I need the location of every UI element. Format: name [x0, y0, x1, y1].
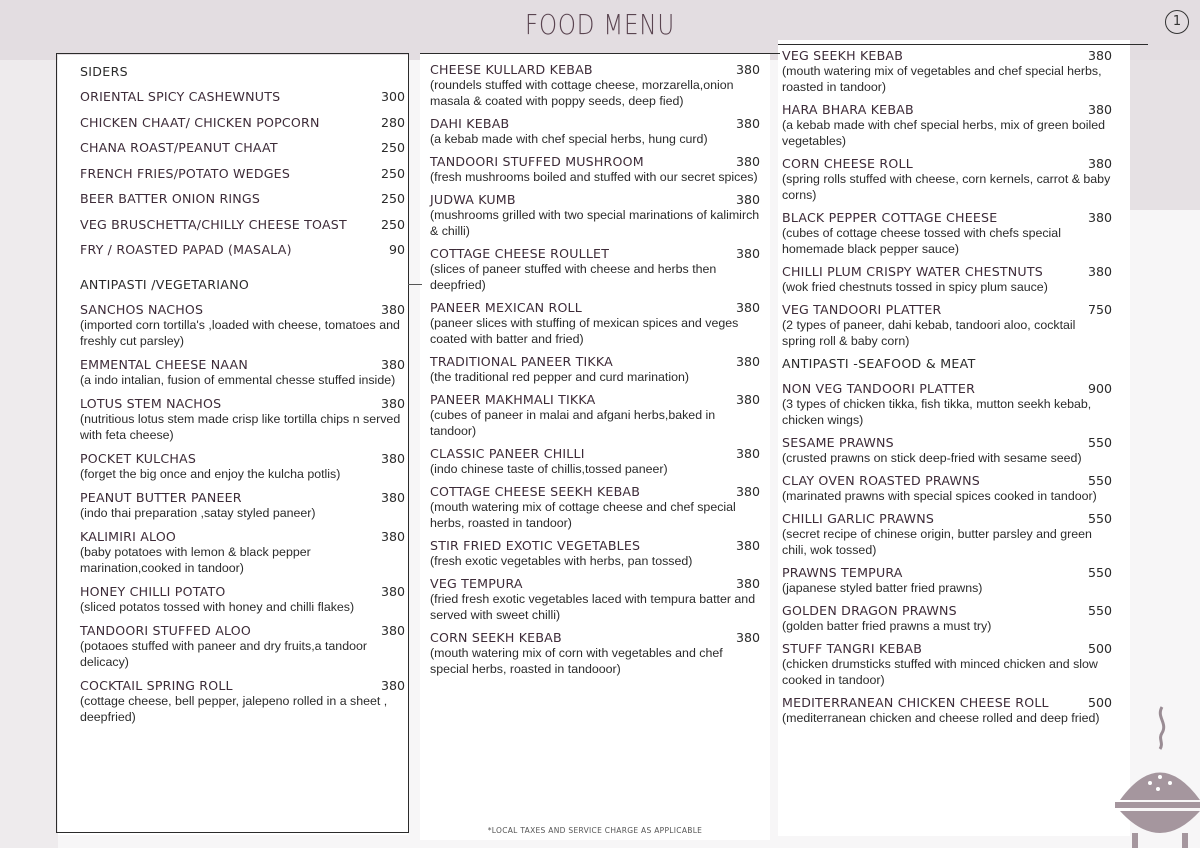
barbecue-grill-icon	[1110, 705, 1200, 848]
menu-item-name: POCKET KULCHAS	[80, 451, 197, 466]
menu-item-name: SESAME PRAWNS	[782, 435, 894, 450]
menu-item-name: JUDWA KUMB	[430, 192, 516, 207]
menu-item-price: 380	[735, 446, 760, 461]
menu-item-header	[430, 154, 760, 169]
menu-item-description: (secret recipe of chinese origin, butter parsley and green chili, wok tossed)	[782, 527, 1092, 557]
menu-item-price: 300	[380, 89, 405, 104]
menu-item-description: (japanese styled batter fried prawns)	[782, 581, 983, 595]
menu-item-name: ORIENTAL SPICY CASHEWNUTS	[80, 89, 281, 104]
menu-item-description: (golden batter fried prawns a must try)	[782, 619, 992, 633]
menu-item	[430, 484, 760, 531]
menu-item-price: 380	[735, 354, 760, 369]
menu-item-price: 250	[380, 165, 405, 181]
menu-item	[430, 300, 760, 347]
menu-item	[782, 603, 1112, 634]
page-number: 1	[1165, 10, 1189, 34]
menu-item-name: BLACK PEPPER COTTAGE CHEESE	[782, 210, 998, 225]
menu-item-price: 900	[1087, 381, 1112, 396]
menu-item-description: (sliced potatos tossed with honey and chilli flakes)	[80, 600, 355, 614]
menu-item-header	[782, 511, 1112, 526]
menu-item-price: 250	[380, 140, 405, 155]
menu-item	[430, 246, 760, 293]
menu-item-description: (cottage cheese, bell pepper, jalepeno rolled in a sheet , deepfried)	[80, 694, 388, 724]
menu-item-price: 380	[380, 623, 405, 638]
menu-item-price: 380	[735, 484, 760, 499]
menu-item-description: (cubes of cottage cheese tossed with chefs special homemade black pepper sauce)	[782, 226, 1061, 256]
menu-item-price: 550	[1087, 435, 1112, 450]
menu-item-name: COTTAGE CHEESE ROULLET	[430, 246, 610, 261]
menu-item-header	[80, 242, 405, 257]
menu-item-name: CLAY OVEN ROASTED PRAWNS	[782, 473, 980, 488]
menu-item	[430, 192, 760, 239]
menu-item-description: (roundels stuffed with cottage cheese, morzarella,onion masala & coated with poppy seeds, deep fied)	[430, 78, 734, 108]
left-margin	[0, 60, 58, 848]
menu-item-header	[430, 246, 760, 261]
column-middle	[430, 62, 760, 684]
menu-item-header	[782, 48, 1112, 63]
menu-item-description: (indo thai preparation ,satay styled paneer)	[80, 506, 316, 520]
menu-item-price: 380	[380, 451, 405, 466]
menu-item	[782, 695, 1112, 726]
menu-item-header	[80, 217, 405, 232]
menu-item-name: SANCHOS NACHOS	[80, 302, 204, 317]
divider-top-right	[778, 44, 1148, 45]
menu-item-price: 380	[1087, 156, 1112, 171]
menu-item	[80, 396, 405, 443]
menu-item-description: (mouth watering mix of cottage cheese and chef special herbs, roasted in tandoor)	[430, 500, 736, 530]
section-title-antipasti-veg: ANTIPASTI /VEGETARIANO	[80, 277, 250, 292]
menu-item-header	[80, 451, 405, 466]
menu-item-name: PANEER MAKHMALI TIKKA	[430, 392, 596, 407]
menu-item-name: STUFF TANGRI KEBAB	[782, 641, 923, 656]
menu-item	[80, 529, 405, 576]
menu-item-name: NON VEG TANDOORI PLATTER	[782, 381, 976, 396]
menu-item-header	[80, 584, 405, 599]
section-title-antipasti-seafood: ANTIPASTI -SEAFOOD & MEAT	[782, 356, 976, 371]
siders-list	[80, 89, 405, 257]
menu-item	[80, 678, 405, 725]
menu-item-price: 380	[735, 192, 760, 207]
menu-item	[430, 576, 760, 623]
menu-item-name: CORN SEEKH KEBAB	[430, 630, 562, 645]
menu-item-price: 380	[380, 396, 405, 411]
menu-item-header	[80, 529, 405, 544]
menu-item	[430, 62, 760, 109]
menu-item-price: 750	[1087, 302, 1112, 317]
menu-item	[80, 217, 405, 232]
column-left	[80, 64, 405, 733]
menu-item-name: PEANUT BUTTER PANEER	[80, 490, 242, 505]
menu-item-name: VEG TEMPURA	[430, 576, 523, 591]
menu-item-header	[782, 102, 1112, 117]
menu-item-header	[430, 62, 760, 77]
menu-item	[782, 511, 1112, 558]
menu-item-name: STIR FRIED EXOTIC VEGETABLES	[430, 538, 641, 553]
menu-item-header	[430, 116, 760, 131]
menu-item-header	[430, 192, 760, 207]
menu-item-price: 380	[735, 392, 760, 407]
menu-item-description: (marinated prawns with special spices cooked in tandoor)	[782, 489, 1097, 503]
middle-list	[430, 62, 760, 677]
menu-item	[80, 623, 405, 670]
menu-item-header	[430, 484, 760, 499]
menu-item-price: 380	[1087, 264, 1112, 279]
menu-item-header	[430, 446, 760, 461]
menu-item-description: (mediterranean chicken and cheese rolled and deep fried)	[782, 711, 1100, 725]
footnote: *LOCAL TAXES AND SERVICE CHARGE AS APPLICABLE	[487, 826, 703, 835]
menu-item-header	[80, 302, 405, 317]
menu-item	[782, 156, 1112, 203]
menu-item-description: (mushrooms grilled with two special marinations of kalimirch & chilli)	[430, 208, 760, 238]
menu-item-name: VEG SEEKH KEBAB	[782, 48, 904, 63]
page-title: FOOD MENU	[524, 8, 676, 41]
menu-item	[80, 242, 405, 257]
menu-item-description: (crusted prawns on stick deep-fried with sesame seed)	[782, 451, 1082, 465]
menu-item-description: (spring rolls stuffed with cheese, corn kernels, carrot & baby corns)	[782, 172, 1111, 202]
menu-item	[80, 451, 405, 482]
menu-item	[782, 435, 1112, 466]
menu-item	[430, 116, 760, 147]
menu-item	[80, 89, 405, 104]
menu-item-name: FRY / ROASTED PAPAD (MASALA)	[80, 242, 292, 257]
menu-item	[782, 302, 1112, 349]
menu-item	[782, 102, 1112, 149]
menu-item-price: 380	[735, 62, 760, 77]
menu-item-header	[430, 392, 760, 407]
menu-item-description: (mouth watering mix of corn with vegetables and chef special herbs, roasted in tandooor)	[430, 646, 723, 676]
menu-item-header	[782, 381, 1112, 396]
menu-item	[782, 473, 1112, 504]
menu-item-name: CHILLI GARLIC PRAWNS	[782, 511, 935, 526]
menu-item-price: 380	[380, 357, 405, 372]
menu-item-name: COTTAGE CHEESE SEEKH KEBAB	[430, 484, 641, 499]
menu-item-name: MEDITERRANEAN CHICKEN CHEESE ROLL	[782, 695, 1049, 710]
column-right	[782, 48, 1112, 733]
menu-item	[782, 641, 1112, 688]
menu-item-price: 380	[380, 529, 405, 544]
menu-item-description: (paneer slices with stuffing of mexican spices and veges coated with batter and fried)	[430, 316, 739, 346]
menu-item	[430, 354, 760, 385]
menu-item	[782, 48, 1112, 95]
menu-item	[80, 140, 405, 155]
menu-item-header	[782, 473, 1112, 488]
antipasti-veg-list	[80, 302, 405, 725]
menu-item-header	[430, 630, 760, 645]
menu-item	[782, 210, 1112, 257]
menu-item-description: (fresh mushrooms boiled and stuffed with our secret spices)	[430, 170, 758, 184]
menu-item-name: VEG TANDOORI PLATTER	[782, 302, 942, 317]
menu-item-header	[782, 435, 1112, 450]
menu-item-price: 90	[388, 242, 405, 257]
menu-item-name: LOTUS STEM NACHOS	[80, 396, 222, 411]
menu-item-name: GOLDEN DRAGON PRAWNS	[782, 603, 957, 618]
menu-item-header	[80, 140, 405, 155]
menu-item-header	[782, 156, 1112, 171]
menu-item-description: (fresh exotic vegetables with herbs, pan tossed)	[430, 554, 693, 568]
divider-top-middle	[420, 53, 780, 54]
menu-item-description: (slices of paneer stuffed with cheese and herbs then deepfried)	[430, 262, 717, 292]
menu-item-price: 380	[380, 678, 405, 693]
menu-item-description: (the traditional red pepper and curd marination)	[430, 370, 689, 384]
menu-item-price: 380	[380, 584, 405, 599]
menu-item-header	[782, 302, 1112, 317]
menu-item-price: 550	[1087, 511, 1112, 526]
menu-item-price: 380	[735, 300, 760, 315]
menu-item-name: PANEER MEXICAN ROLL	[430, 300, 582, 315]
right-margin	[1130, 60, 1200, 210]
menu-item-description: (imported corn tortilla's ,loaded with cheese, tomatoes and freshly cut parsley)	[80, 318, 400, 348]
menu-item-name: CHEESE KULLARD KEBAB	[430, 62, 593, 77]
divider-connector	[408, 284, 422, 285]
menu-item-description: (a indo intalian, fusion of emmental chesse stuffed inside)	[80, 373, 396, 387]
menu-item-price: 250	[380, 216, 405, 232]
menu-item-description: (fried fresh exotic vegetables laced with tempura batter and served with sweet chilli)	[430, 592, 756, 622]
menu-item-price: 550	[1087, 565, 1112, 580]
menu-item-name: PRAWNS TEMPURA	[782, 565, 903, 580]
menu-item-name: COCKTAIL SPRING ROLL	[80, 678, 233, 693]
menu-item-description: (a kebab made with chef special herbs, hung curd)	[430, 132, 708, 146]
menu-item-header	[80, 191, 405, 206]
menu-item-header	[430, 576, 760, 591]
menu-item-header	[430, 538, 760, 553]
menu-item-name: CORN CHEESE ROLL	[782, 156, 913, 171]
menu-item-price: 380	[1087, 210, 1112, 225]
menu-item-name: TANDOORI STUFFED ALOO	[80, 623, 251, 638]
menu-item	[430, 154, 760, 185]
menu-item-description: (potaoes stuffed with paneer and dry fruits,a tandoor delicacy)	[80, 639, 367, 669]
menu-item	[430, 392, 760, 439]
menu-item	[80, 357, 405, 388]
menu-item-description: (cubes of paneer in malai and afgani herbs,baked in tandoor)	[430, 408, 716, 438]
menu-item-price: 380	[1087, 102, 1112, 117]
menu-item	[80, 302, 405, 349]
menu-item-description: (mouth watering mix of vegetables and chef special herbs, roasted in tandoor)	[782, 64, 1102, 94]
menu-item-name: TRADITIONAL PANEER TIKKA	[430, 354, 613, 369]
menu-item-header	[430, 354, 760, 369]
menu-item-header	[782, 264, 1112, 279]
menu-item-price: 380	[735, 154, 760, 169]
menu-item-description: (nutritious lotus stem made crisp like tortilla chips n served with feta cheese)	[80, 412, 401, 442]
menu-item-price: 380	[380, 490, 405, 505]
section-title-siders: SIDERS	[80, 64, 128, 79]
menu-item	[80, 115, 405, 130]
menu-item	[782, 381, 1112, 428]
menu-item-name: HONEY CHILLI POTATO	[80, 584, 226, 599]
menu-item-price: 380	[735, 630, 760, 645]
menu-item-header	[80, 396, 405, 411]
menu-item-header	[782, 695, 1112, 710]
menu-item-header	[782, 210, 1112, 225]
menu-item-price: 380	[735, 576, 760, 591]
menu-item-price: 500	[1087, 695, 1112, 710]
menu-item-description: (indo chinese taste of chillis,tossed paneer)	[430, 462, 668, 476]
menu-item-price: 550	[1087, 473, 1112, 488]
menu-item-name: CHILLI PLUM CRISPY WATER CHESTNUTS	[782, 264, 1043, 279]
right-veg-list	[782, 48, 1112, 349]
menu-item-name: TANDOORI STUFFED MUSHROOM	[430, 154, 644, 169]
menu-item-header	[782, 641, 1112, 656]
menu-item-price: 280	[380, 114, 405, 130]
menu-item-header	[782, 565, 1112, 580]
menu-item-header	[80, 490, 405, 505]
menu-item-description: (wok fried chestnuts tossed in spicy plum sauce)	[782, 280, 1048, 294]
menu-item-header	[430, 300, 760, 315]
menu-item	[430, 630, 760, 677]
menu-item-price: 380	[735, 246, 760, 261]
menu-item-name: VEG BRUSCHETTA/CHILLY CHEESE TOAST	[80, 216, 347, 232]
menu-item-name: KALIMIRI ALOO	[80, 529, 177, 544]
menu-item-price: 550	[1087, 603, 1112, 618]
menu-item-description: (chicken drumsticks stuffed with minced chicken and slow cooked in tandoor)	[782, 657, 1098, 687]
menu-item-description: (a kebab made with chef special herbs, mix of green boiled vegetables)	[782, 118, 1106, 148]
menu-item-name: DAHI KEBAB	[430, 116, 510, 131]
menu-item-header	[80, 89, 405, 104]
menu-item	[430, 446, 760, 477]
menu-item-header	[80, 623, 405, 638]
menu-item-name: CHICKEN CHAAT/ CHICKEN POPCORN	[80, 114, 320, 130]
menu-item-name: CHANA ROAST/PEANUT CHAAT	[80, 140, 278, 155]
menu-item-name: CLASSIC PANEER CHILLI	[430, 446, 585, 461]
menu-item	[80, 490, 405, 521]
menu-item-header	[80, 115, 405, 130]
menu-item-description: (2 types of paneer, dahi kebab, tandoori aloo, cocktail spring roll & baby corn)	[782, 318, 1076, 348]
menu-item	[782, 565, 1112, 596]
menu-item-price: 380	[380, 302, 405, 317]
menu-item	[80, 166, 405, 181]
menu-item	[80, 191, 405, 206]
menu-item	[430, 538, 760, 569]
menu-item	[782, 264, 1112, 295]
menu-item-price: 380	[1087, 48, 1112, 63]
menu-item-name: EMMENTAL CHEESE NAAN	[80, 357, 248, 372]
menu-item-header	[80, 166, 405, 181]
menu-item-price: 380	[735, 538, 760, 553]
menu-item-header	[80, 357, 405, 372]
menu-item-name: FRENCH FRIES/POTATO WEDGES	[80, 165, 291, 181]
menu-item-description: (3 types of chicken tikka, fish tikka, mutton seekh kebab, chicken wings)	[782, 397, 1092, 427]
menu-item-header	[782, 603, 1112, 618]
menu-item	[80, 584, 405, 615]
menu-item-price: 250	[380, 191, 405, 206]
menu-item-description: (baby potatoes with lemon & black pepper marination,cooked in tandoor)	[80, 545, 311, 575]
menu-item-price: 380	[735, 116, 760, 131]
menu-item-name: HARA BHARA KEBAB	[782, 102, 914, 117]
menu-item-header	[80, 678, 405, 693]
antipasti-seafood-list	[782, 381, 1112, 726]
menu-item-name: BEER BATTER ONION RINGS	[80, 191, 261, 206]
menu-item-price: 500	[1087, 641, 1112, 656]
menu-item-description: (forget the big once and enjoy the kulcha potlis)	[80, 467, 341, 481]
